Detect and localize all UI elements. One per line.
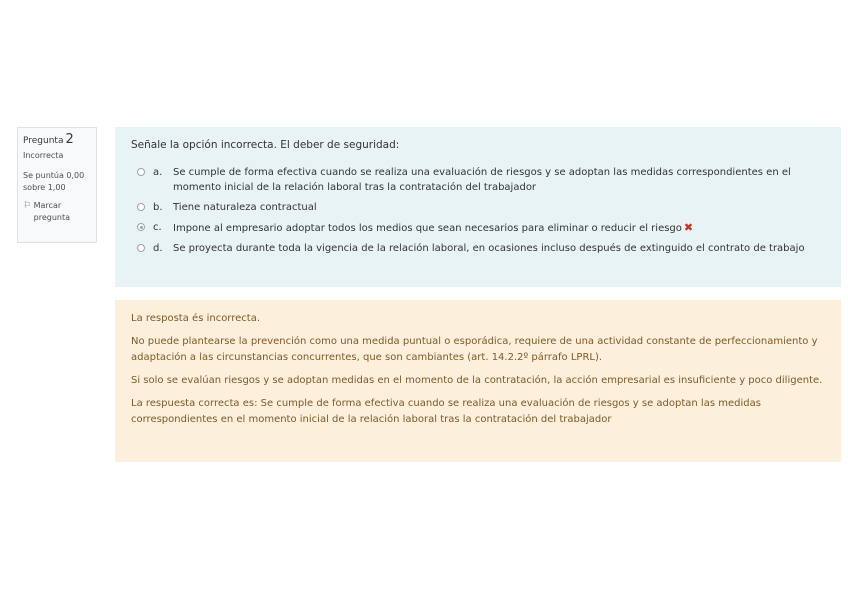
answer-option-b[interactable]	[131, 200, 825, 215]
feedback-paragraph-2: Si solo se evalúan riesgos y se adoptan medidas en el momento de la contratación, la acción empresarial es insuficiente y poco diligente.	[131, 375, 823, 386]
answer-option-c[interactable]	[131, 220, 825, 236]
answer-text-wrapper	[173, 220, 825, 236]
radio-d[interactable]	[137, 244, 145, 252]
answer-option-a[interactable]	[131, 165, 825, 195]
feedback-panel	[115, 300, 841, 462]
radio-a[interactable]	[137, 168, 145, 176]
answer-option-d[interactable]	[131, 241, 825, 256]
question-info-panel	[17, 127, 97, 243]
answer-letter: b.	[153, 202, 163, 213]
question-prefix: Pregunta	[23, 136, 64, 146]
question-grade: Se puntúa 0,00 sobre 1,00	[23, 171, 85, 192]
feedback-status: La resposta és incorrecta.	[131, 313, 261, 324]
flag-question-label: Marcar pregunta	[33, 201, 71, 222]
question-text: Señale la opción incorrecta. El deber de seguridad:	[131, 139, 400, 151]
feedback-paragraph-1: No puede plantearse la prevención como una medida puntual o esporádica, requiere de una actividad constante de perfeccionamiento y adaptación a las circunstancias concurrentes, que son cambiantes (art. 14.2.2º párrafo LPRL).	[131, 336, 818, 363]
answer-text: Se proyecta durante toda la vigencia de la relación laboral, en ocasiones incluso después de extinguido el contrato de trabajo	[173, 243, 805, 254]
flag-question-link[interactable]	[23, 200, 91, 224]
answer-letter: a.	[153, 167, 163, 178]
answer-letter: d.	[153, 243, 163, 254]
question-formulation	[115, 127, 841, 287]
answer-text: Tiene naturaleza contractual	[173, 202, 317, 213]
radio-c-selected[interactable]	[137, 223, 145, 231]
radio-b[interactable]	[137, 203, 145, 211]
answer-text: Impone al empresario adoptar todos los medios que sean necesarios para eliminar o reducir el riesgo	[173, 223, 682, 234]
question-number-value: 2	[65, 132, 74, 147]
answer-text: Se cumple de forma efectiva cuando se realiza una evaluación de riesgos y se adoptan las medidas correspondientes en el momento inicial de la relación laboral tras la contratación del trabajador	[173, 167, 791, 193]
question-number	[23, 134, 91, 147]
incorrect-icon: ✖	[683, 221, 694, 234]
flag-icon: ⚐	[23, 201, 32, 211]
answer-letter: c.	[153, 222, 162, 233]
right-answer: La respuesta correcta es: Se cumple de forma efectiva cuando se realiza una evaluación de riesgos y se adoptan las medidas correspondientes en el momento inicial de la relación laboral tras la contratación del trabajador	[131, 398, 761, 425]
question-state: Incorrecta	[23, 151, 64, 160]
